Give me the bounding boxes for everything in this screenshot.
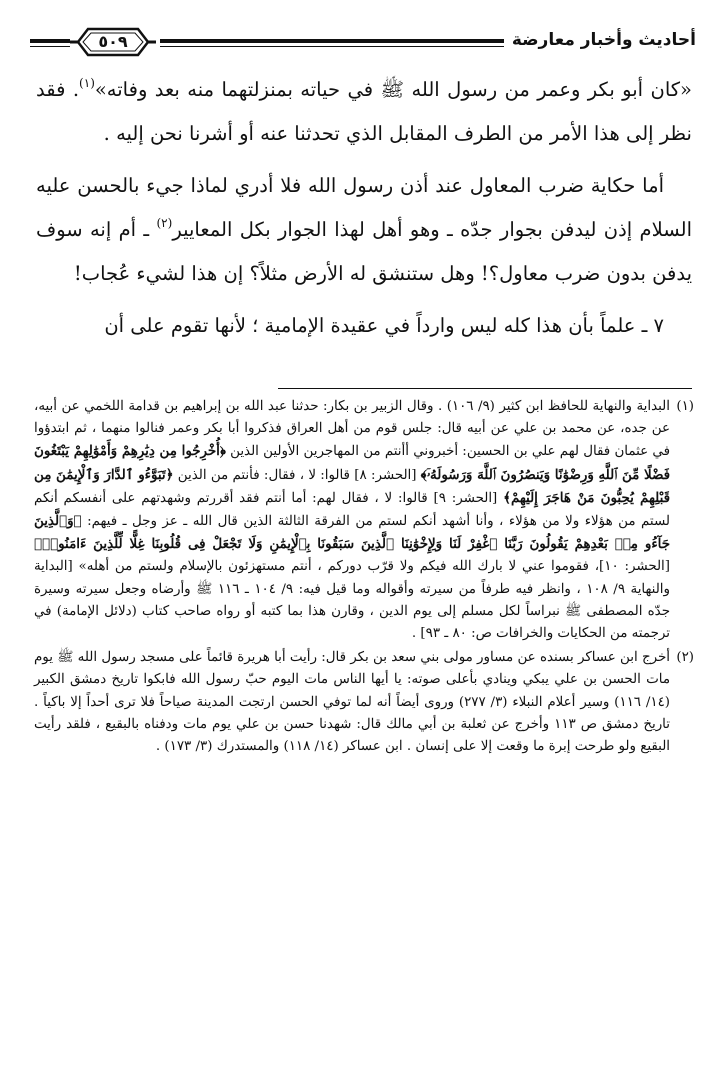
footnote-number: (١): [676, 399, 694, 414]
paragraph-text: ـ أم إنه سوف يدفن بدون ضرب معاول؟! وهل ستنشق له الأرض مثلاً؟ إن هذا لشيء عُجاب!: [36, 218, 692, 285]
footnote-body: [34, 650, 670, 754]
quran-quote: ﴿تَبَوَّءُو ٱلدَّارَ وَٱلْإِيمَٰنَ مِن قَبْلِهِمْ يُحِبُّونَ مَنْ هَاجَرَ إِلَيْهِمْ﴾: [34, 466, 671, 506]
page-header: [30, 26, 696, 62]
paragraph-text: «كان أبو بكر وعمر من رسول الله ﷺ في حياته بمنزلتهما منه بعد وفاته»: [94, 78, 692, 101]
footnote-text: [الحشر: ٩] قالوا: لا ، فقال لهم: أما أنتم فقد أقررتم وشهدتهم على أنفسكم أنكم لستم من هؤلاء ولا من هؤلاء ، وأنا أشهد أنكم لستم من الفرقة الثالثة الذين قال الله ـ عز وجل ـ فيهم:: [34, 490, 670, 530]
quran-quote: ﴿أُخْرِجُوا مِن دِيَٰرِهِمْ وَأَمْوَٰلِهِمْ يَبْتَغُونَ فَضْلًا مِّنَ ٱللَّهِ وَرِضْوَٰنًا وَيَنصُرُونَ ٱللَّهَ وَرَسُولَهُۥٓ﴾: [34, 443, 671, 483]
page-number-frame: [70, 26, 156, 58]
footnote-1: [34, 396, 694, 645]
footnote-body: [34, 399, 670, 641]
footnote-2: [34, 647, 694, 758]
footnotes: [34, 396, 694, 760]
footnote-text: أخرج ابن عساكر بسنده عن مساور مولى بني سعد بن بكر قال: رأيت أبا هريرة قائماً على مسجد رسول الله ﷺ يوم مات الحسن بن علي يبكي وينادي بأعلى صوته: يا أيها الناس مات اليوم حبّ رسول الله فابكوا تاريخ دمشق الكبير (١٤/ ١١٦) وسير أعلام النبلاء (٣/ ٢٧٧) وروى أيضاً أنه لما توفي الحسن ارتجت المدينة صياحاً فلا ترى أحداً إلا باكياً . تاريخ دمشق ص ١١٣ وأخرج عن ثعلبة بن أبي مالك قال: شهدنا حسن بن علي يوم مات ودفناه بالبقيع ، فلقد رأيت البقيع ولو طرحت إبرة ما وقعت إلا على إنسان . ابن عساكر (١٤/ ١١٨) والمستدرك (٣/ ١٧٣) .: [34, 650, 670, 755]
paragraph-1: [36, 68, 692, 156]
footnote-text: [الحشر: ٨] قالوا: لا ، فقال: فأنتم من الذين: [173, 467, 421, 483]
page-number: ٥٠٩: [98, 32, 128, 51]
header-rule-thin: [160, 46, 504, 47]
paragraph-3: [36, 304, 692, 348]
paragraph-text: ٧ ـ علماً بأن هذا كله ليس وارداً في عقيدة الإمامية ؛ لأنها تقوم على أن: [104, 314, 664, 337]
header-rule-left-thin: [30, 46, 70, 47]
footnote-ref-2: (٢): [156, 216, 173, 230]
header-rule-left: [30, 39, 70, 43]
header-rule: [160, 39, 504, 43]
main-text: [36, 68, 692, 356]
footnote-number: (٢): [676, 650, 694, 666]
running-title: أحاديث وأخبار معارضة: [511, 30, 696, 50]
paragraph-text: . فقد نظر إلى هذا الأمر من الطرف المقابل الذي تحدثنا عنه أو أشرنا نحن إليه .: [36, 78, 692, 145]
footnote-text: البداية والنهاية للحافظ ابن كثير (٩/ ١٠٦) . وقال الزبير بن بكار: حدثنا عبد الله بن إبراهيم بن قدامة اللخمي عن أبيه، عن جده، عن محمد بن علي عن أبيه قال: جلس قوم من أهل العراق فذكروا أبا بكر وعمر فنالوا منهما ، ثم ابتدؤوا في عثمان فقال لهم علي بن الحسين: أخبروني أأنتم من المهاجرين الأولين الذين: [34, 399, 670, 460]
footnote-divider: [278, 388, 692, 389]
paragraph-text: أما حكاية ضرب المعاول عند أذن رسول الله فلا أدري لماذا جيء بالحسن عليه السلام إذن ليدفن بجوار جدّه ـ وهو أهل لهذا الجوار بكل المعايير: [36, 174, 692, 241]
footnote-ref-1: (١): [79, 76, 95, 90]
paragraph-2: [36, 164, 692, 296]
footnote-text: [الحشر: ١٠]، فقوموا عني لا بارك الله فيكم ولا قرّب دوركم ، أنتم مستهزئون بالإسلام ولستم من أهله» [البداية والنهاية ٩/ ١٠٨ ، وانظر فيه طرفاً من سيرته وأقواله وما قيل فيه: ٩/ ١٠٤ ـ ١١٦ ﷺ وأرضاه وجعل سيرته وسيرة جدّه المصطفى ﷺ نبراساً لكل مسلم إلى يوم الدين ، وقارن هذا بما كتبه أو رواه صاحب كتاب (دلائل الإمامة) في ترجمته من الحكايات والخرافات ص: ٨٠ ـ ٩٣] .: [34, 559, 670, 642]
quran-quote: ﴿وَٱلَّذِينَ جَآءُو مِنۢ بَعْدِهِمْ يَقُولُونَ رَبَّنَا ٱغْفِرْ لَنَا وَلِإِخْوَٰنِنَا ٱلَّذِينَ سَبَقُونَا بِٱلْإِيمَٰنِ وَلَا تَجْعَلْ فِى قُلُوبِنَا غِلًّا لِّلَّذِينَ ءَامَنُوا۟﴾: [34, 513, 670, 553]
